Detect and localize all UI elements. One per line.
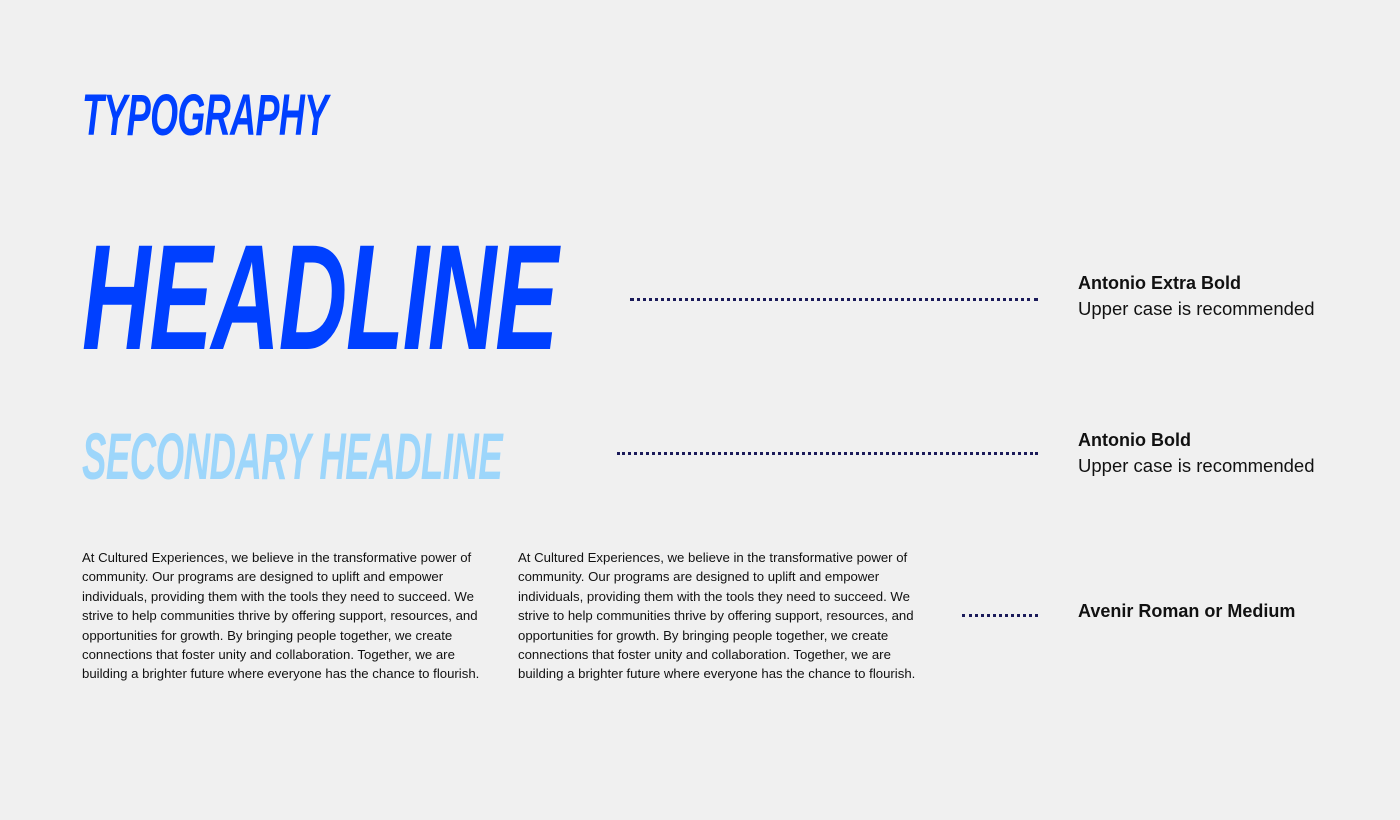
body-font-name: Avenir Roman or Medium [1078,601,1296,621]
headline-sample: HEADLINE [82,213,558,381]
secondary-headline-sample: SECONDARY HEADLINE [82,419,503,493]
dotted-connector-headline [630,298,1038,301]
headline-font-name: Antonio Extra Bold [1078,273,1241,293]
dotted-connector-body [962,614,1038,617]
body-copy-spec [1078,598,1295,624]
body-copy-sample-left: At Cultured Experiences, we believe in the transformative power of community. Our programs are designed to uplift and empower individuals, providing them with the tools they need to succeed. We strive to help communities thrive by offering support, resources, and opportunities for growth. By bringing people together, we create connections that foster unity and collaboration. Together, we are building a brighter future where everyone has the chance to flourish. [82,550,480,682]
headline-spec [1078,270,1315,322]
dotted-connector-secondary [617,452,1038,455]
page-title: TYPOGRAPHY [82,83,328,148]
secondary-font-note: Upper case is recommended [1078,455,1315,476]
headline-font-note: Upper case is recommended [1078,298,1315,319]
body-copy-sample-right: At Cultured Experiences, we believe in the transformative power of community. Our programs are designed to uplift and empower individuals, providing them with the tools they need to succeed. We strive to help communities thrive by offering support, resources, and opportunities for growth. By bringing people together, we create connections that foster unity and collaboration. Together, we are building a brighter future where everyone has the chance to flourish. [518,550,916,682]
secondary-headline-spec [1078,427,1315,479]
secondary-font-name: Antonio Bold [1078,430,1191,450]
